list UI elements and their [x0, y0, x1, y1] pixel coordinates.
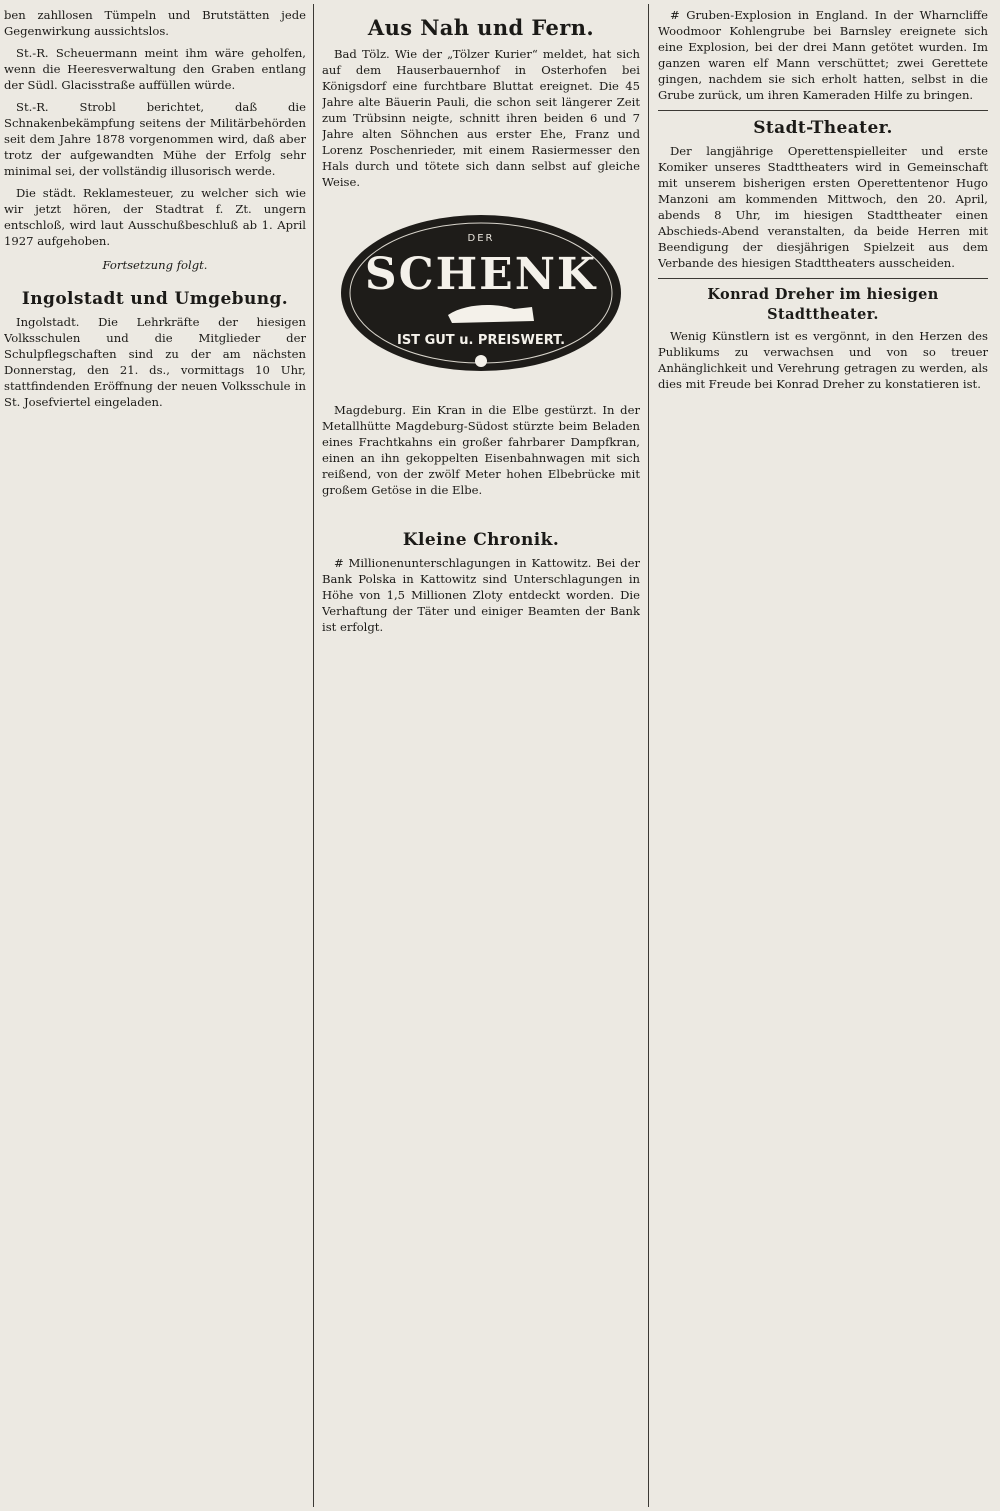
schenk-ad-graphic	[336, 211, 626, 376]
continued-note: Fortsetzung folgt.	[102, 257, 208, 272]
ad-prefix: DER	[467, 232, 495, 244]
article-paragraph: Der langjährige Operettenspielleiter und erste Komiker unseres Stadttheaters wird in Gemeinschaft mit unserem bisherigen ersten Operettentenor Hugo Manzoni am kommenden Mittwoch, den 20. April, abends 8 Uhr, im hiesigen Stadttheater einen Abschieds-Abend veranstalten, da beide Herren mit Beendigung der diesjährigen Spielzeit aus dem Verbande des hiesigen Stadttheaters ausscheiden.	[658, 144, 988, 271]
section-heading-aus-nah-und-fern: Aus Nah und Fern.	[367, 15, 595, 40]
article-paragraph: # Millionenunterschlagungen in Kattowitz. Bei der Bank Polska in Kattowitz sind Unterschlagungen in Höhe von 1,5 Millionen Zloty entdeckt worden. Die Verhaftung der Täter und einiger Beamten der Bank ist erfolgt.	[322, 556, 640, 635]
column-rule	[648, 4, 649, 1507]
section-heading-stadt-theater: Stadt-Theater.	[753, 117, 893, 138]
schenk-advertisement	[336, 211, 626, 381]
article-paragraph: Ingolstadt. Die Lehrkräfte der hiesigen Volksschulen und die Mitglieder der Schulpflegschaften sind zu der am nächsten Donnerstag, den 21. ds., vormittags 10 Uhr, stattfindenden Eröffnung der neuen Volksschule in St. Josefviertel eingeladen.	[4, 315, 306, 410]
ad-brand: SCHENK	[364, 248, 598, 300]
article-paragraph: St.-R. Scheuermann meint ihm wäre geholfen, wenn die Heeresverwaltung den Graben entlang der Südl. Glacisstraße auffüllen würde.	[4, 45, 306, 92]
column-rule	[313, 4, 314, 1507]
ad-slogan: IST GUT u. PREISWERT.	[396, 332, 566, 348]
fragment-paragraph: ben zahllosen Tümpeln und Brutstätten jede Gegenwirkung aussichtslos.	[4, 8, 306, 38]
article-paragraph: Bad Tölz. Wie der „Tölzer Kurier“ meldet, hat sich auf dem Hauserbauernhof in Osterhofen bei Königsdorf eine furchtbare Bluttat ereignet. Die 45 Jahre alte Bäuerin Pauli, die schon seit längerer Zeit zum Trübsinn neigte, schnitt ihren beiden 6 und 7 Jahre alten Söhnchen aus erster Ehe, Franz und Lorenz Poschenrieder, mit einem Rasiermesser den Hals durch und tötete sich dann selbst auf gleiche Weise.	[322, 46, 640, 189]
section-heading-kleine-chronik: Kleine Chronik.	[402, 529, 560, 550]
column-middle	[322, 8, 640, 1503]
article-paragraph: Magdeburg. Ein Kran in die Elbe gestürzt. In der Metallhütte Magdeburg-Südost stürzte beim Beladen eines Frachtkahns ein großer fahrbarer Dampfkran, einen an ihn gekoppelten Eisenbahnwagen mit sich reißend, von der zwölf Meter hohen Elbebrücke mit großem Getöse in die Elbe.	[322, 402, 640, 497]
column-left	[4, 8, 306, 1503]
article-paragraph: Wenig Künstlern ist es vergönnt, in den Herzen des Publikums zu verwachsen und von so treuer Anhänglichkeit und Verehrung getragen zu werden, als dies mit Freude bei Konrad Dreher zu konstatieren ist.	[658, 329, 988, 392]
section-heading-ingolstadt: Ingolstadt und Umgebung.	[21, 288, 289, 309]
section-divider	[658, 278, 988, 279]
emblem-icon	[475, 355, 487, 367]
column-right	[658, 8, 988, 1503]
article-paragraph: St.-R. Strobl berichtet, daß die Schnakenbekämpfung seitens der Militärbehörden seit dem Jahre 1878 vorgenommen wird, daß aber trotz der aufgewandten Mühe der Erfolg sehr minimal sei, der vollständig illusorisch werde.	[4, 99, 306, 178]
section-divider	[658, 110, 988, 111]
article-paragraph: Die städt. Reklamesteuer, zu welcher sich wie wir jetzt hören, der Stadtrat f. Zt. ungern entschloß, wird laut Ausschußbeschluß ab 1. April 1927 aufgehoben.	[4, 185, 306, 248]
section-heading-konrad-dreher: Konrad Dreher im hiesigen Stadttheater.	[707, 286, 939, 324]
article-paragraph: # Gruben-Explosion in England. In der Wharncliffe Woodmoor Kohlengrube bei Barnsley ereignete sich eine Explosion, bei der drei Mann getötet wurden. Im ganzen waren elf Mann verschüttet; zwei Gerettete gingen, nachdem sie sich erholt hatten, selbst in die Grube zurück, um ihren Kameraden Hilfe zu bringen.	[658, 8, 988, 102]
